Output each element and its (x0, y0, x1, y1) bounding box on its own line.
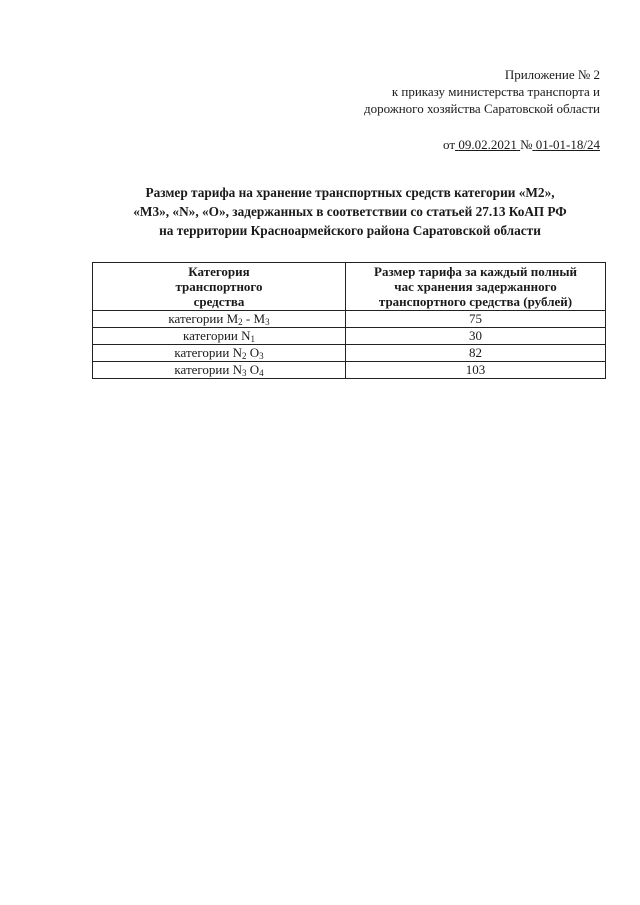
appendix-header (364, 66, 600, 117)
document-title (95, 183, 605, 240)
tariff-value-cell: 103 (346, 362, 606, 379)
order-number-sign: № (520, 137, 533, 152)
appendix-order-ref: к приказу министерства транспорта и (391, 84, 600, 99)
category-cell: категории $N_1$ (93, 328, 346, 345)
title-line-3: на территории Красноармейского района Саратовской области (159, 223, 541, 238)
table-row (93, 311, 606, 328)
table-header-row (93, 263, 606, 311)
table-row (93, 362, 606, 379)
order-date-number (443, 137, 600, 153)
table-row (93, 328, 606, 345)
category-cell: категории $N_3$ $O_4$ (93, 362, 346, 379)
appendix-ministry: дорожного хозяйства Саратовской области (363, 101, 600, 116)
order-date: 09.02.2021 (458, 137, 517, 152)
category-cell: категории $N_2$ $O_3$ (93, 345, 346, 362)
table-row (93, 345, 606, 362)
tariff-value-cell: 75 (346, 311, 606, 328)
category-cell: категории $M_2 - M_3$ (93, 311, 346, 328)
tariff-table (92, 262, 606, 379)
appendix-number: Приложение № 2 (504, 67, 600, 82)
title-line-1: Размер тарифа на хранение транспортных средств категории «М2», (145, 185, 555, 200)
tariff-value-cell: 30 (346, 328, 606, 345)
title-line-2: «М3», «N», «О», задержанных в соответствии со статьей 27.13 КоАП РФ (133, 204, 567, 219)
order-number: 01-01-18/24 (535, 137, 600, 152)
tariff-value-cell: 82 (346, 345, 606, 362)
header-tariff: Размер тарифа за каждый полный час хранения задержанного транспортного средства (рублей) (346, 263, 606, 311)
header-category: Категория транспортного средства (93, 263, 346, 311)
order-prefix: от (443, 137, 456, 152)
